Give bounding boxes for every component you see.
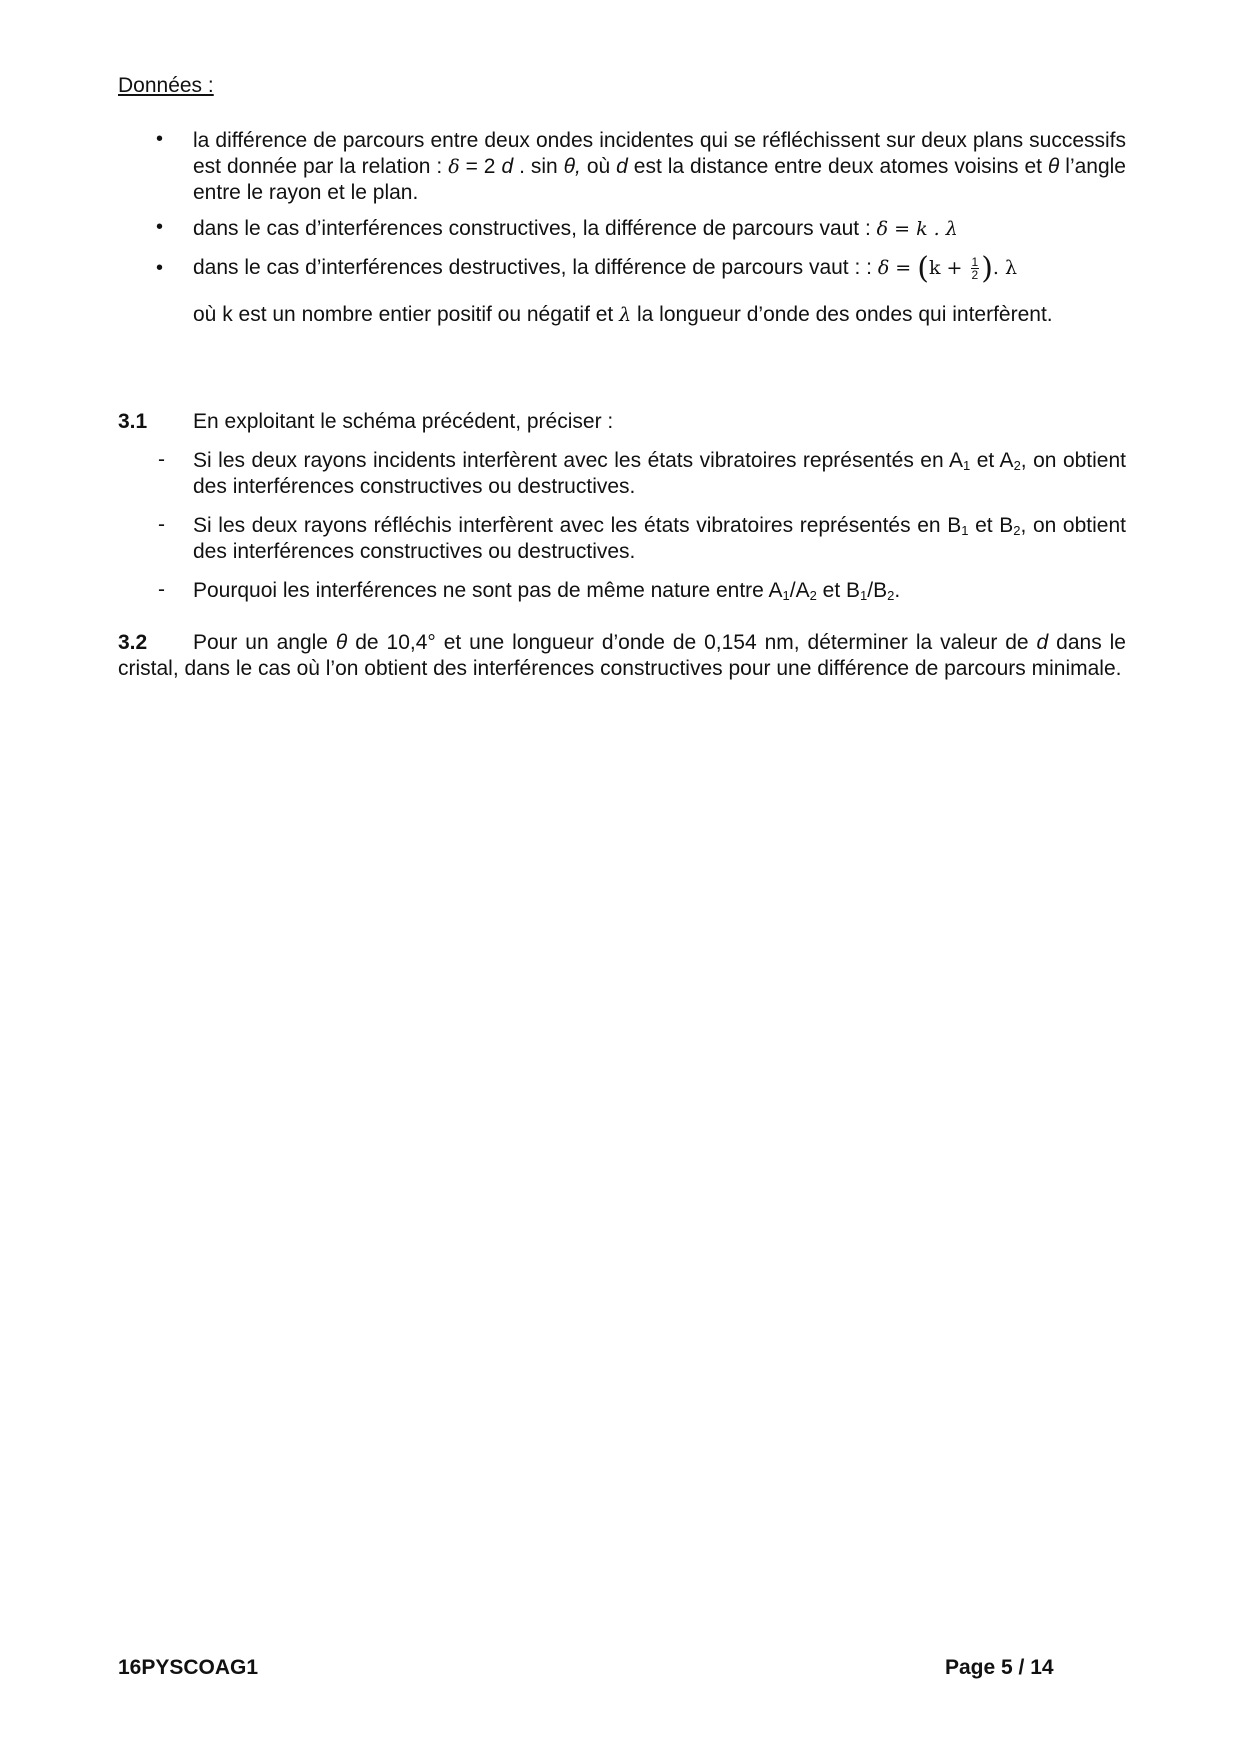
bullet-marker: • [156,216,164,238]
lambda-symbol: λ [619,304,632,326]
delta-symbol: δ [448,156,460,178]
text-span: /B [867,579,888,602]
constructive-formula: δ = k . λ [876,218,958,240]
text-span: dans le cristal, dans le cas où l’on obtient des interférences constructives pour une différence de parcours minimale. [118,631,1126,680]
subscript: 2 [887,588,895,603]
text-span: l’angle entre le rayon et le plan. [193,155,1126,204]
subscript: 1 [782,588,790,603]
bullet-path-difference [193,128,1126,206]
footer-exam-code: 16PYSCOAG1 [118,1656,259,1679]
destructive-formula-delta: δ = [877,257,918,279]
question-item [193,448,1126,500]
text-span: la longueur d’onde des ondes qui interfèrent. [631,303,1053,326]
fraction-one-half [971,256,980,281]
dash-marker: - [158,513,165,536]
question-item [193,578,1126,604]
text-span: de 10,4° et une longueur d’onde de 0,154 nm, déterminer la valeur de [347,631,1037,654]
text-span: /A [789,579,810,602]
question-number: 3.1 [118,410,148,433]
fraction-numerator: 1 [971,254,979,269]
text-span: = 2 [459,155,502,178]
text-span: et A [970,449,1014,472]
text-span: où [580,155,617,178]
question-item [193,513,1126,565]
d-variable: d [616,155,628,178]
theta-symbol: θ [1047,155,1060,178]
subscript: 1 [963,458,971,473]
subscript: 2 [809,588,817,603]
formula-k: k + [928,257,969,279]
text-span: et B [968,514,1014,537]
question-3-2 [118,630,1126,682]
data-heading: Données : [118,74,214,97]
text-span: dans le cas d’interférences destructives, la différence de parcours vaut : : [193,256,878,279]
text-span: . [894,579,901,602]
note-k-lambda [193,302,1126,328]
question-intro: En exploitant le schéma précédent, préciser : [193,410,614,433]
text-span: où k est un nombre entier positif ou négatif et [193,303,620,326]
dash-marker: - [158,448,165,471]
theta-symbol: θ, [563,155,581,178]
text-span: , on obtient des interférences constructives ou destructives. [193,449,1127,498]
text-span: et B [816,579,861,602]
footer-page-number: Page 5 / 14 [945,1656,1054,1679]
bullet-destructive [193,250,1126,287]
fraction-denominator: 2 [971,267,979,282]
paren-open: ( [917,251,929,286]
bullet-marker: • [156,257,164,279]
theta-symbol: θ [335,631,348,654]
formula-lambda: . λ [992,257,1018,279]
d-variable: d [1036,631,1049,654]
text-span: . sin [513,155,564,178]
bullet-constructive [193,216,1126,242]
text-span: Pour un angle [193,631,336,654]
text-span: Si les deux rayons réfléchis interfèrent avec les états vibratoires représentés en B [193,514,962,537]
subscript: 2 [1013,458,1021,473]
question-number: 3.2 [118,631,148,654]
bullet-marker: • [156,128,164,150]
text-span: Pourquoi les interférences ne sont pas de même nature entre A [193,579,783,602]
subscript: 1 [961,523,969,538]
paren-close: ) [981,251,993,286]
text-span: , on obtient des interférences constructives ou destructives. [193,514,1126,563]
text-span: dans le cas d’interférences constructives, la différence de parcours vaut : [193,217,877,240]
text-span: Si les deux rayons incidents interfèrent avec les états vibratoires représentés en A [193,449,963,472]
subscript: 1 [860,588,868,603]
d-variable: d [501,155,514,178]
text-span: est la distance entre deux atomes voisins et [627,155,1048,178]
subscript: 2 [1013,523,1021,538]
dash-marker: - [158,578,165,601]
text-span: la différence de parcours entre deux ondes incidentes qui se réfléchissent sur deux plans successifs est donnée par la relation : [193,129,1126,178]
